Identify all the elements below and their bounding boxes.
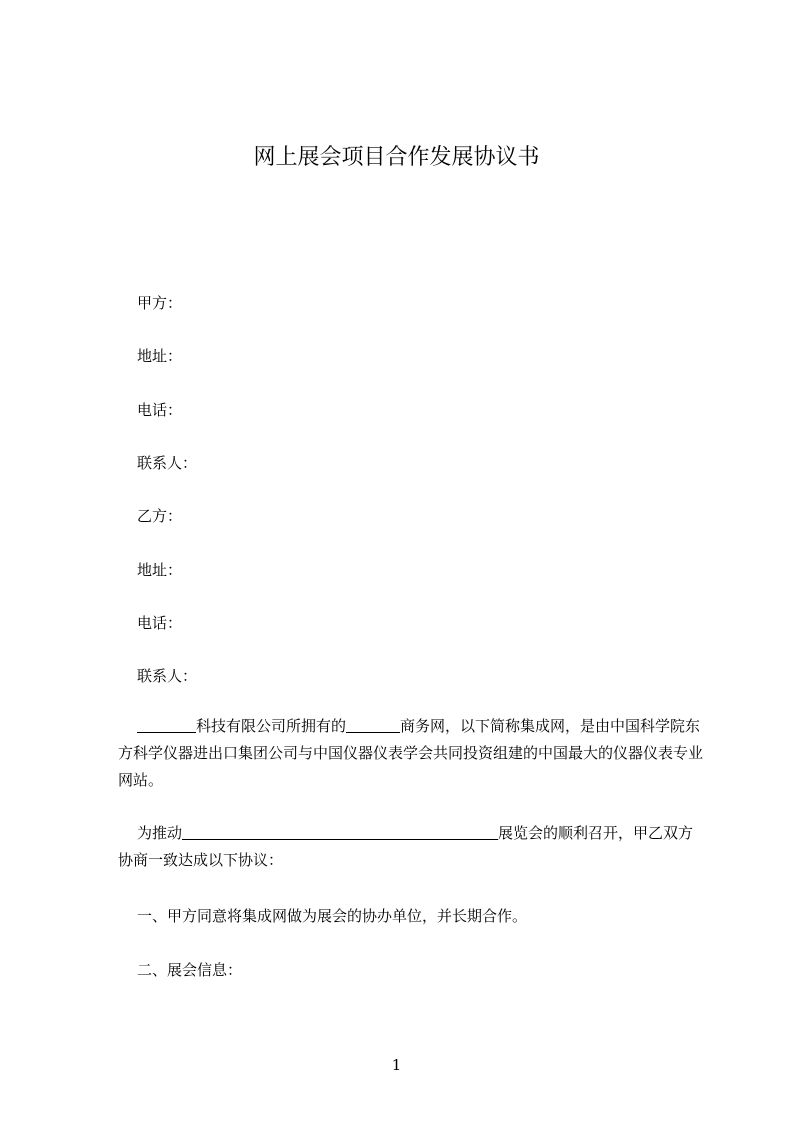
blank-exhibition-name <box>182 824 498 840</box>
party-b-label: 乙方： <box>137 507 183 525</box>
purpose-text-1: 为推动 <box>137 824 183 842</box>
intro-text-1: 科技有限公司所拥有的 <box>196 717 347 735</box>
clause-1: 一、甲方同意将集成网做为展会的协办单位，并长期合作。 <box>137 907 528 925</box>
party-a-phone-label: 电话： <box>137 401 183 419</box>
party-b-address-label: 地址： <box>137 561 183 579</box>
clause-2: 二、展会信息： <box>137 961 243 979</box>
intro-paragraph <box>118 713 703 794</box>
intro-text-2: 商务网，以下简称集成网，是由中国科学院东方科学仪器进出口集团公司与中国仪器仪表学会共同投资组建的中国最大的仪器仪表专业网站。 <box>118 717 704 789</box>
party-b-contact-label: 联系人： <box>137 667 198 685</box>
blank-site-name <box>346 717 400 733</box>
purpose-text-2: 展览会的顺利召开，甲乙双方协商一致达成以下协议： <box>118 824 694 869</box>
document-title: 网上展会项目合作发展协议书 <box>253 145 540 170</box>
party-b-phone-label: 电话： <box>137 614 183 632</box>
party-a-address-label: 地址： <box>137 347 183 365</box>
party-a-contact-label: 联系人： <box>137 454 198 472</box>
page-number: 1 <box>391 1056 402 1074</box>
blank-company-name <box>137 717 196 733</box>
purpose-paragraph <box>118 820 703 874</box>
party-a-label: 甲方： <box>137 294 183 312</box>
